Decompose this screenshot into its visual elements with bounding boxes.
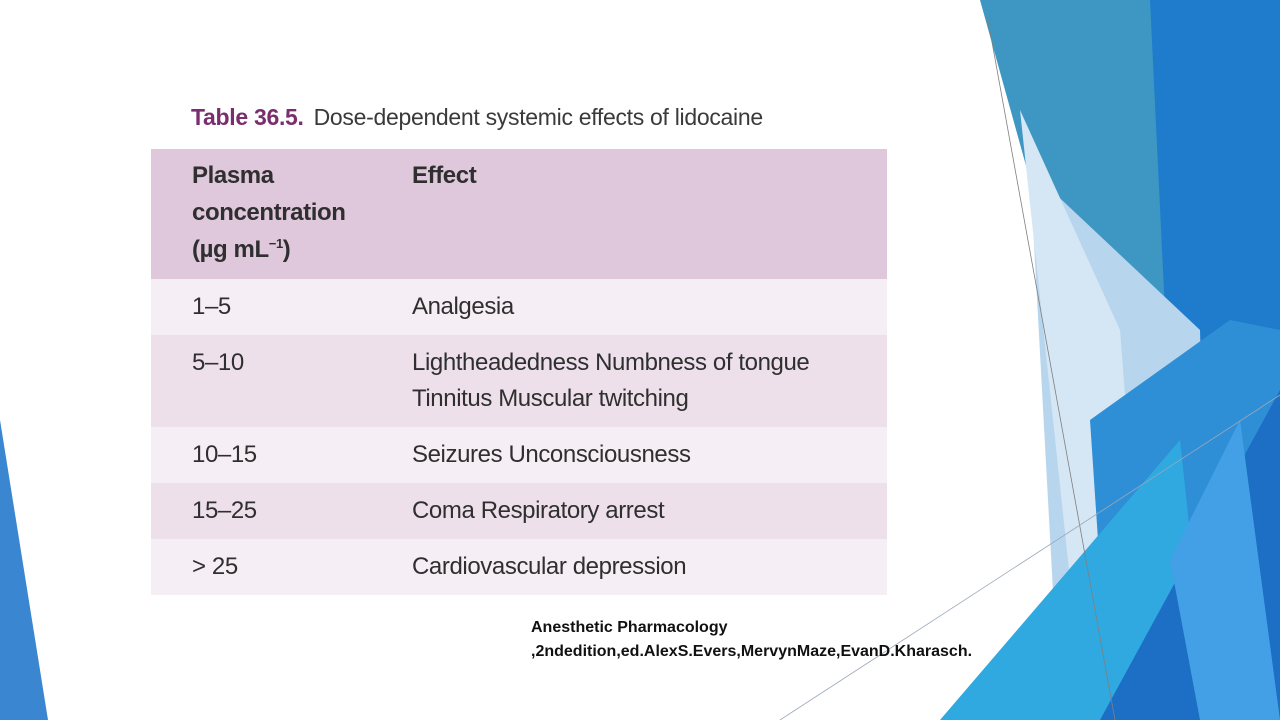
- citation-line-2: ,2ndedition,ed.AlexS.Evers,MervynMaze,EvanD.Kharasch.: [531, 643, 973, 660]
- table-row: [151, 539, 887, 595]
- effect-cell: Seizures Unconsciousness: [402, 427, 887, 483]
- effect-cell: Lightheadedness Numbness of tongue Tinnitus Muscular twitching: [402, 335, 887, 427]
- table-title: Dose-dependent systemic effects of lidocaine: [313, 104, 763, 130]
- left-edge-shape: [0, 420, 48, 720]
- concentration-cell: 15–25: [151, 483, 402, 539]
- concentration-cell: 1–5: [151, 279, 402, 335]
- concentration-cell: 10–15: [151, 427, 402, 483]
- header-plasma-concentration: Plasma concentration (µg $mL^{-1}$): [151, 149, 402, 279]
- concentration-cell: > 25: [151, 539, 402, 595]
- table-number: Table 36.5.: [191, 104, 304, 130]
- effect-cell: Analgesia: [402, 279, 887, 335]
- table-row: [151, 483, 887, 539]
- table-header-row: [151, 149, 887, 279]
- header-effect: Effect: [402, 149, 887, 279]
- table-caption: [191, 104, 763, 131]
- effect-cell: Cardiovascular depression: [402, 539, 887, 595]
- citation: [531, 616, 972, 664]
- table-row: [151, 427, 887, 483]
- effect-cell: Coma Respiratory arrest: [402, 483, 887, 539]
- concentration-cell: 5–10: [151, 335, 402, 427]
- table-row: [151, 279, 887, 335]
- lidocaine-effects-table: [151, 149, 887, 595]
- table-row: [151, 335, 887, 427]
- citation-line-1: Anesthetic Pharmacology: [531, 619, 728, 636]
